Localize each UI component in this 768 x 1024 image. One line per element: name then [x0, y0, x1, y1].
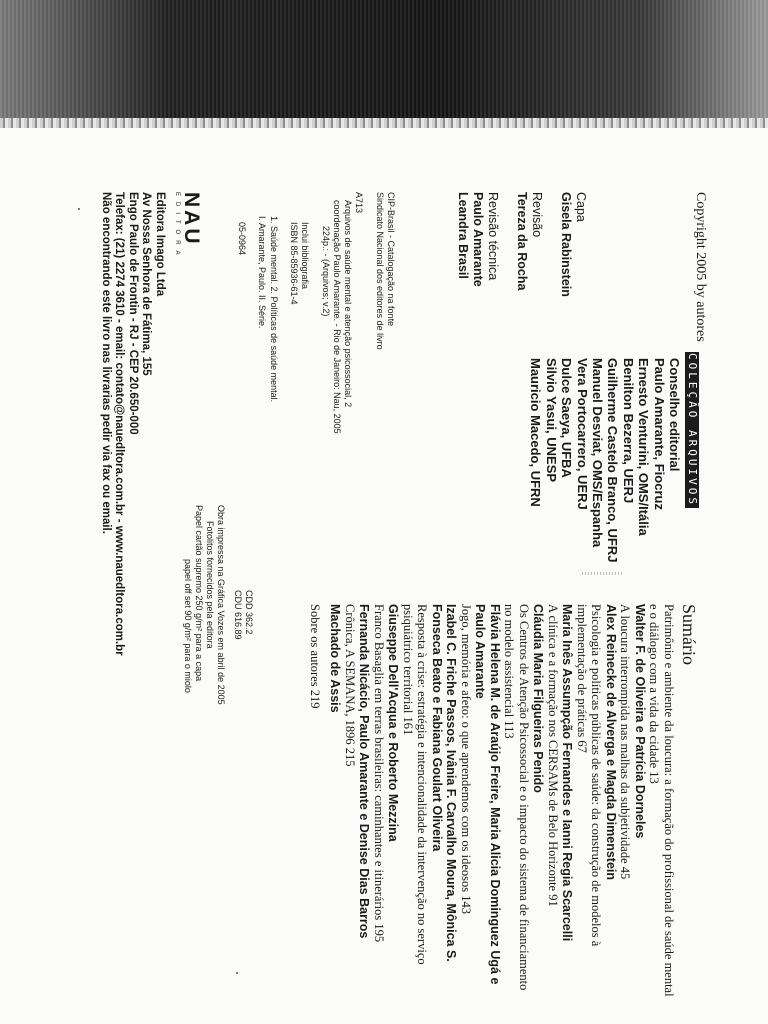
cip-cdd: CDD 362.2	[244, 590, 254, 635]
toc-entry-authors: Maria Inês Assumpção Fernandes e Ianni Regia Scarcelli	[560, 604, 575, 942]
scan-edge	[0, 118, 768, 128]
cip-classification	[232, 590, 254, 750]
toc-entry-title: Os Centros de Atenção Psicossocial e o impacto do sistema de financiamento no modelo assistencial 113	[502, 604, 531, 991]
sumario-title: Sumário	[679, 604, 699, 665]
toc-entry	[531, 604, 560, 1004]
toc-entry-authors: Machado de Assis	[328, 604, 343, 713]
toc-entry-title: Franco Basaglia em terras brasileiras: caminhantes e itinerários 195	[372, 604, 386, 943]
conselho-editorial	[528, 358, 682, 638]
conselho-title: Conselho editorial	[667, 358, 682, 472]
credit-name: Gisela Rabinstein	[559, 192, 573, 297]
cip-line: coordenação Paulo Amarante. - Rio de Janeiro: Nau, 2005	[331, 200, 342, 434]
scan-speck	[236, 972, 238, 974]
toc-entry	[308, 604, 323, 1004]
toc-entry-title: A clínica e a formação nos CERSAMs de Belo Horizonte 91	[546, 604, 560, 907]
toc-entry-authors: Walter F. de Oliveira e Patrícia Dorneles	[633, 604, 647, 839]
conselho-member: Ernesto Venturini, OMS/Itália	[636, 358, 652, 536]
colecao-arquivos-label	[685, 352, 702, 510]
publisher-line: Telefax: (21) 2274 3610 - email: contato@nauedltora.com.br - www.nauedltora.com.br	[113, 192, 126, 656]
cip-cdu: CDU 616.89	[233, 590, 243, 640]
cip-code: A713	[354, 192, 365, 214]
publisher-info	[98, 192, 166, 656]
cip-subheading: Sindicato Nacional dos editores de livro	[374, 192, 385, 350]
nau-logo-mark: NAU	[180, 192, 203, 247]
printing-line: papel off set 90 g/m² para o miolo	[183, 559, 193, 693]
publisher-line: Av Nossa Senhora de Fátima, 155	[140, 192, 153, 376]
cip-catalog-card	[236, 192, 396, 492]
toc-entry	[430, 604, 474, 1004]
conselho-member: Vera Portocarrero, UERJ	[574, 358, 590, 510]
toc-entry-title: Crônica, A SEMANA, 1896 215	[343, 604, 357, 767]
toc-entry-title: Jogo, memória e afeto: o que aprendemos com os ideosos 143	[459, 604, 473, 914]
toc-entry-title: Patrimônio e ambiente da loucura: a formação do profissional de saúde mental e o diálogo com a vida da cidade 13	[647, 604, 676, 997]
scan-speck	[78, 208, 80, 210]
credit-role: Revisão técnica	[486, 192, 500, 281]
toc-entry-authors: Izabel C. Friche Passos, Ivânia F. Carvalho Moura, Mônica S. Fonseca Beato e Fabiana Goulart Oliveira	[430, 604, 459, 962]
credit-role: Revisão	[530, 192, 544, 238]
toc-entry	[633, 604, 677, 1004]
cip-heading: CIP-Brasil - Catalogação na fonte	[386, 192, 396, 327]
toc-entry-authors: Alex Reinecke de Alverga e Magda Dimenstein	[604, 604, 618, 881]
toc-entry	[357, 604, 386, 1004]
conselho-member: Guilherme Castelo Branco, UFRJ	[605, 358, 621, 563]
toc-entry-authors: Fernanda Nicácio, Paulo Amarante e Denise Dias Barros	[357, 604, 372, 939]
toc-entry-title: Resposta à crise: estratégia e intencionalidade da intervenção no serviço psiquiátrico territorial 161	[401, 604, 430, 965]
cip-note: ISBN 85-85936-61-4	[288, 222, 299, 305]
credit-name: Tereza da Rocha	[515, 192, 529, 291]
printing-line: Papel cartão supremo 250 g/m² para a capa	[194, 505, 204, 682]
toc-entry	[604, 604, 633, 1004]
toc-entry-authors: Giuseppe Dell'Acqua e Roberto Mezzina	[386, 604, 401, 842]
toc-entry-authors: Cláudia Maria Filgueiras Penido	[531, 604, 546, 793]
publisher-logo	[174, 192, 202, 392]
cip-subject: I. Amarante, Paulo. II. Série.	[257, 216, 268, 329]
toc-entry	[473, 604, 531, 1004]
conselho-member: Dulce Saeya, UFBA	[559, 358, 575, 478]
conselho-member: Silvio Yasui, UNESP	[543, 358, 559, 483]
conselho-member: Benilton Bezerra, UERJ	[620, 358, 636, 504]
nau-logo-sub: EDITORA	[174, 192, 180, 261]
credit-name: Leandra Brasil	[456, 192, 470, 279]
copyright-line: Copyright 2005 by autores	[693, 192, 708, 342]
sumario-toc	[308, 604, 701, 1004]
toc-entry	[386, 604, 430, 1004]
publisher-line: Engo Paulo de Frontin - RJ - CEP 20.650-000	[126, 192, 139, 435]
toc-entry	[560, 604, 604, 1004]
credit-name: Paulo Amarante	[471, 192, 485, 287]
publisher-line: Editora Imago Ltda	[154, 192, 166, 297]
cip-line: Arquivos de saúde mental e atenção psicossocial, 2	[343, 200, 354, 408]
cip-subject: 1. Saúde mental. 2. Políticas de saúde mental.	[268, 216, 279, 403]
printing-info	[182, 505, 226, 755]
conselho-member: Manuel Desviat, OMS/Espanha	[589, 358, 605, 548]
cip-number: 05-0964	[237, 222, 248, 256]
scan-shadow-band	[0, 0, 768, 128]
credit-role: Capa	[574, 192, 588, 222]
toc-entry-title: Psicologia e políticas públicas de saúde: da construção de modelos à implementação de práticas 67	[575, 604, 604, 947]
toc-entry-title: A loucura interrompida nas malhas da subjetividade 45	[618, 604, 633, 880]
toc-entry	[328, 604, 357, 1004]
printing-line: Fotolitos fornecidos pela editora	[205, 521, 215, 649]
conselho-member: Mauricio Macedo, UFRN	[528, 358, 544, 507]
scan-noise	[582, 572, 622, 575]
cip-line: 224p.: - (Arquivos; v.2)	[320, 226, 331, 317]
colecao-label: COLEÇÃO ARQUIVOS	[686, 353, 699, 507]
publisher-line: Não encontrando este livro nas livrarias pedir via fax ou email.	[99, 192, 112, 534]
toc-entry-authors: Flávia Helena M. de Araújo Freire, Maria Alicia Dominguez Ugá e Paulo Amarante	[473, 604, 502, 985]
printing-line: Obra impressa na Gráfica Vozes em abril de 2005	[216, 505, 226, 705]
cip-note: Inclui bibliografia	[300, 222, 311, 290]
conselho-member: Paulo Amarante, Fiocruz	[651, 358, 667, 510]
toc-entry-title: Sobre os autores 219	[308, 604, 322, 709]
